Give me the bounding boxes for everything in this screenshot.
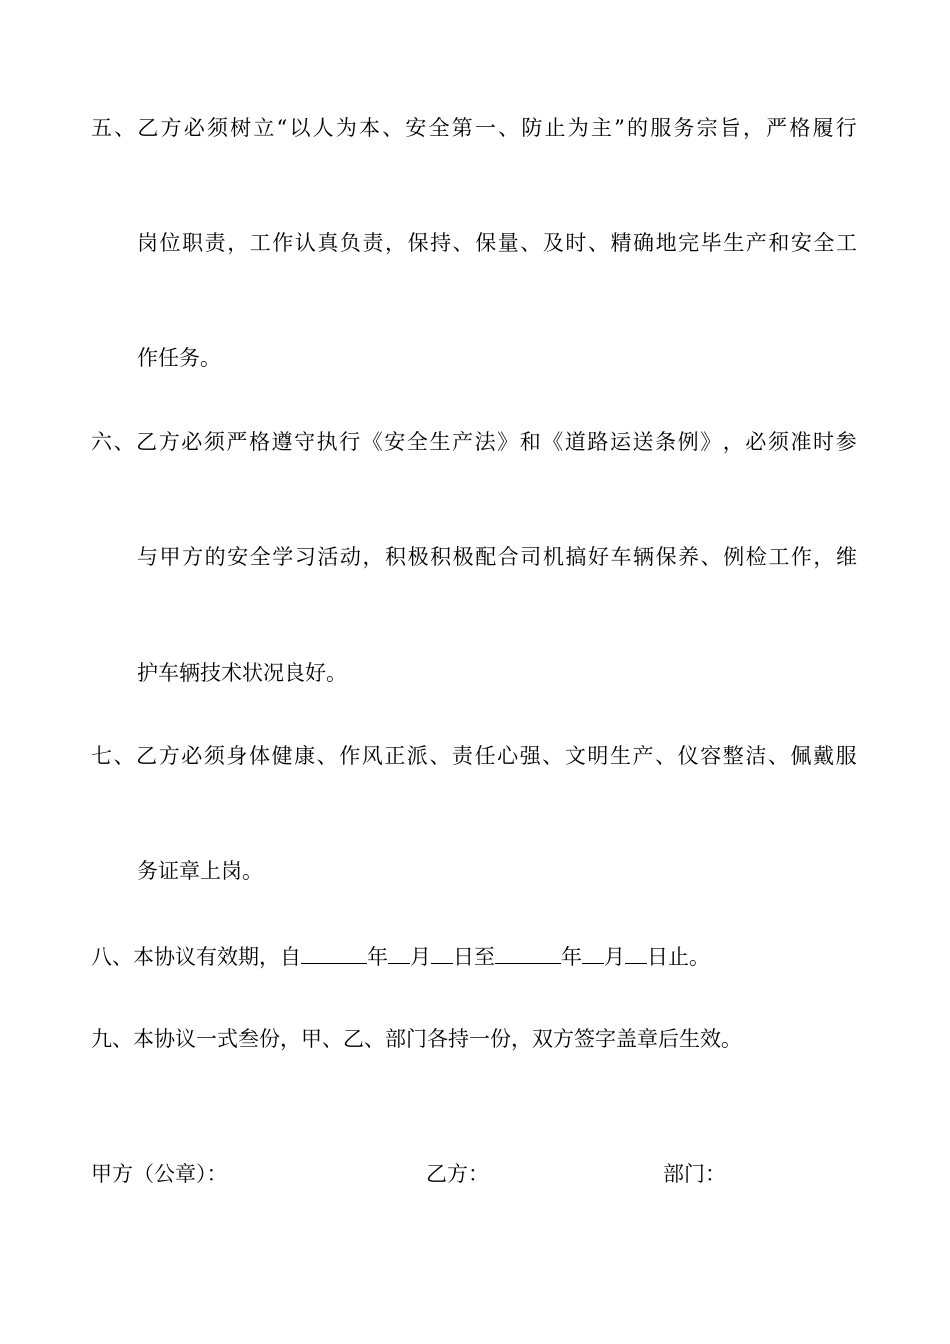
clause-9-copies: 九、本协议一式叁份，甲、乙、部门各持一份，双方签字盖章后生效。 <box>91 1027 742 1051</box>
clause-5-line-3: 作任务。 <box>137 346 221 370</box>
clause-5-line-1: 五 、 乙 方 必 须 树 立 “ 以 人 为 本 、 安 全 第 一 、 防 止 为 主 ” 的 服 务 宗 旨 ， 严 格 履 行 <box>91 116 857 140</box>
clause-6-line-3: 护车辆技术状况良好。 <box>137 661 347 685</box>
term-year-1: 年 <box>367 945 388 969</box>
term-prefix: 八、本协议有效期，自 <box>91 945 301 969</box>
end-month-blank <box>582 945 604 964</box>
term-month-1: 月 <box>410 945 431 969</box>
term-month-2: 月 <box>604 945 625 969</box>
start-year-blank <box>301 945 367 964</box>
end-year-blank <box>495 945 561 964</box>
clause-5-line-2: 岗 位 职 责 ， 工 作 认 真 负 责 ， 保 持 、 保 量 、 及 时 、 精 确 地 完 毕 生 产 和 安 全 工 <box>137 231 857 255</box>
clause-7-line-2: 务证章上岗。 <box>137 859 263 883</box>
start-month-blank <box>388 945 410 964</box>
start-day-blank <box>431 945 453 964</box>
party-a-signature-label: 甲方（公章）： <box>91 1162 228 1186</box>
department-signature-label: 部门： <box>663 1162 726 1186</box>
clause-8-term <box>91 945 710 969</box>
end-day-blank <box>625 945 647 964</box>
clause-6-line-1: 六 、 乙 方 必 须 严 格 遵 守 执 行 《 安 全 生 产 法 》 和 《 道 路 运 送 条 例 》 ， 必 须 准 时 参 <box>91 430 857 454</box>
clause-6-line-2: 与 甲 方 的 安 全 学 习 活 动 ， 积 极 积 极 配 合 司 机 搞 好 车 辆 保 养 、 例 检 工 作 ， 维 <box>137 545 857 569</box>
term-year-2: 年 <box>561 945 582 969</box>
term-day-1: 日至 <box>453 945 495 969</box>
term-day-2: 日止。 <box>647 945 710 969</box>
party-b-signature-label: 乙方： <box>426 1162 489 1186</box>
clause-7-line-1: 七 、 乙 方 必 须 身 体 健 康 、 作 风 正 派 、 责 任 心 强 、 文 明 生 产 、 仪 容 整 洁 、 佩 戴 服 <box>91 744 857 768</box>
